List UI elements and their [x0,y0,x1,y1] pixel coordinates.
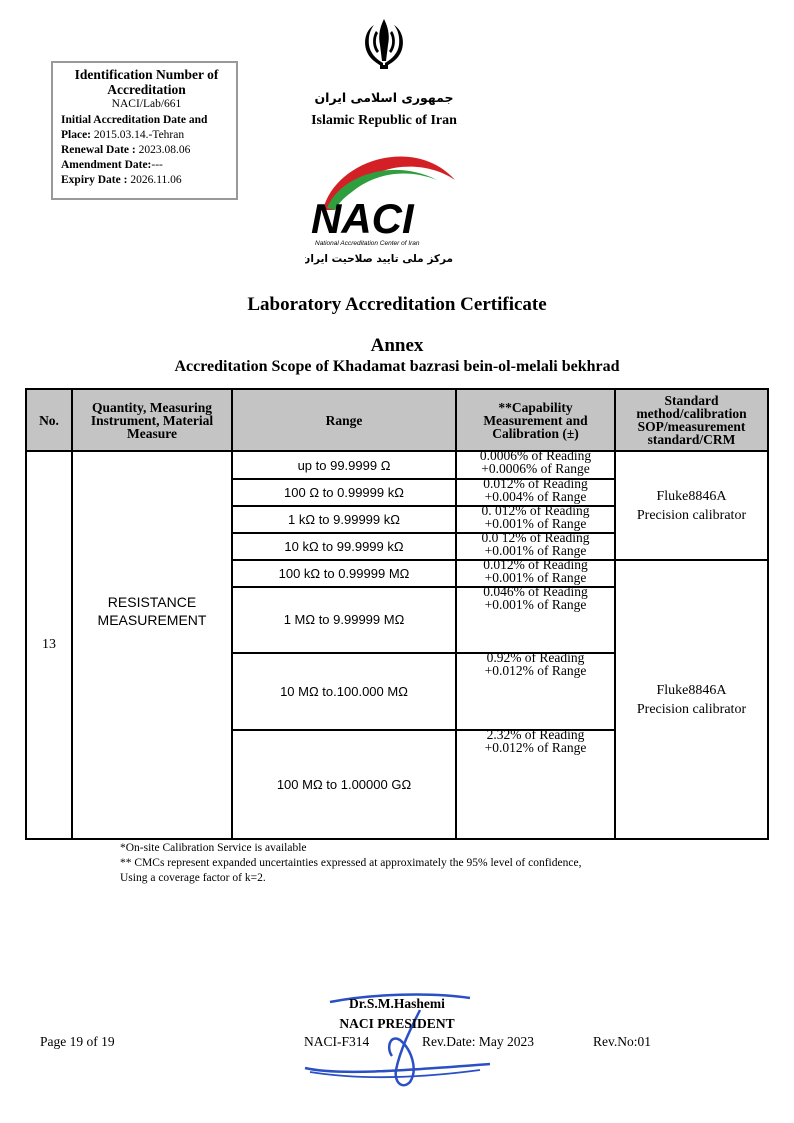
expiry-date-value: 2026.11.06 [130,174,182,186]
note-cmc: ** CMCs represent expanded uncertainties expressed at approximately the 95% level of confidence, [120,857,582,869]
cmc-cell [457,729,614,754]
cmc-range: +0.012% of Range [484,662,587,678]
range-cell: 100 Ω to 0.99999 kΩ [284,484,404,500]
header-range: Range [325,412,363,428]
naci-logo [305,140,463,270]
initial-date-label: Initial Accreditation Date and Place: [61,114,208,141]
standard-name: Fluke8846A [656,488,727,504]
cmc-range: +0.001% of Range [484,596,587,612]
identification-box [51,61,238,200]
cmc-range: +0.004% of Range [484,488,587,504]
cmc-reading: 0.92% of Reading [486,650,585,665]
cmc-reading: 0.046% of Reading [483,584,588,599]
initial-date-line [61,113,232,143]
revision-date: Rev.Date: May 2023 [422,1034,534,1049]
naci-logo-text: NACI [311,195,414,242]
initial-date-value: 2015.03.14.-Tehran [93,129,185,141]
standard-cell [616,561,767,838]
range-cell: 10 kΩ to 99.9999 kΩ [284,538,404,554]
range-cell: 100 MΩ to 1.00000 GΩ [276,776,412,792]
expiry-date-label: Expiry Date : [61,174,128,186]
page-number: Page 19 of 19 [40,1034,115,1049]
range-cell: 100 kΩ to 0.99999 MΩ [278,565,410,581]
certificate-title: Laboratory Accreditation Certificate [247,294,547,315]
standard-name: Fluke8846A [656,682,727,698]
cmc-range: +0.012% of Range [484,739,587,755]
cmc-reading: 0.0006% of Reading [479,448,592,463]
country-name: Islamic Republic of Iran [311,113,457,128]
revision-number: Rev.No:01 [593,1034,651,1049]
range-cell: 10 MΩ to.100.000 MΩ [280,683,408,699]
cmc-cell [457,450,614,475]
signatory-title: NACI PRESIDENT [339,1016,455,1031]
signatory-name: Dr.S.M.Hashemi [349,996,445,1011]
iran-emblem-icon [356,17,412,71]
note-onsite: *On-site Calibration Service is available [120,842,307,854]
cmc-reading: 0.012% of Reading [483,476,588,491]
amendment-date-line [61,158,232,173]
header-cmc: **Capability Measurement and Calibration (±) [483,399,588,441]
naci-logo-subtitle: National Accreditation Center of Iran [315,240,420,247]
cmc-cell [457,478,614,503]
standard-description: Precision calibrator [636,701,747,717]
cmc-range: +0.001% of Range [484,569,587,585]
cmc-cell [457,505,614,530]
header-no: No. [39,412,59,428]
form-number: NACI-F314 [304,1034,370,1049]
standard-cell [616,452,767,559]
quantity-cell: RESISTANCE MEASUREMENT [97,594,207,628]
range-cell: 1 kΩ to 9.99999 kΩ [288,511,400,527]
amendment-date-value: --- [151,159,163,171]
cmc-reading: 0.012% of Reading [483,557,588,572]
naci-logo-persian: مرکز ملی تایید صلاحیت ایران [305,253,453,265]
naci-swoosh-icon [305,140,463,270]
cmc-range: +0.001% of Range [484,515,587,531]
expiry-date-line [61,173,232,188]
cmc-cell [457,532,614,557]
accreditation-number: NACI/Lab/661 [111,98,182,110]
amendment-date-label: Amendment Date: [61,159,152,171]
cmc-reading: 0.0 12% of Reading [481,530,590,545]
cmc-cell [457,559,614,584]
renewal-date-label: Renewal Date : [61,144,136,156]
persian-country-name: جمهوری اسلامی ایران [314,90,454,105]
standard-description: Precision calibrator [636,507,747,523]
accreditation-scope-table [25,388,769,840]
renewal-date-line [61,143,232,158]
cmc-cell [457,586,614,611]
cmc-reading: 2.32% of Reading [486,727,585,742]
renewal-date-value: 2023.08.06 [138,144,191,156]
range-cell: 1 MΩ to 9.99999 MΩ [283,612,405,627]
scope-heading: Accreditation Scope of Khadamat bazrasi bein-ol-melali bekhrad [174,358,620,375]
id-box-title: Identification Number of Accreditation [74,67,219,97]
cmc-reading: 0. 012% of Reading [481,503,590,518]
header-standard: Standard method/calibration SOP/measurement standard/CRM [636,393,747,447]
cmc-cell [457,652,614,677]
header-quantity: Quantity, Measuring Instrument, Material Measure [90,399,214,441]
range-cell: up to 99.9999 Ω [297,457,391,473]
note-coverage: Using a coverage factor of k=2. [120,872,266,884]
row-number: 13 [42,637,56,652]
annex-heading: Annex [370,335,424,356]
cmc-range: +0.001% of Range [484,542,587,558]
cmc-range: +0.0006% of Range [481,460,590,476]
table-notes [120,841,581,886]
